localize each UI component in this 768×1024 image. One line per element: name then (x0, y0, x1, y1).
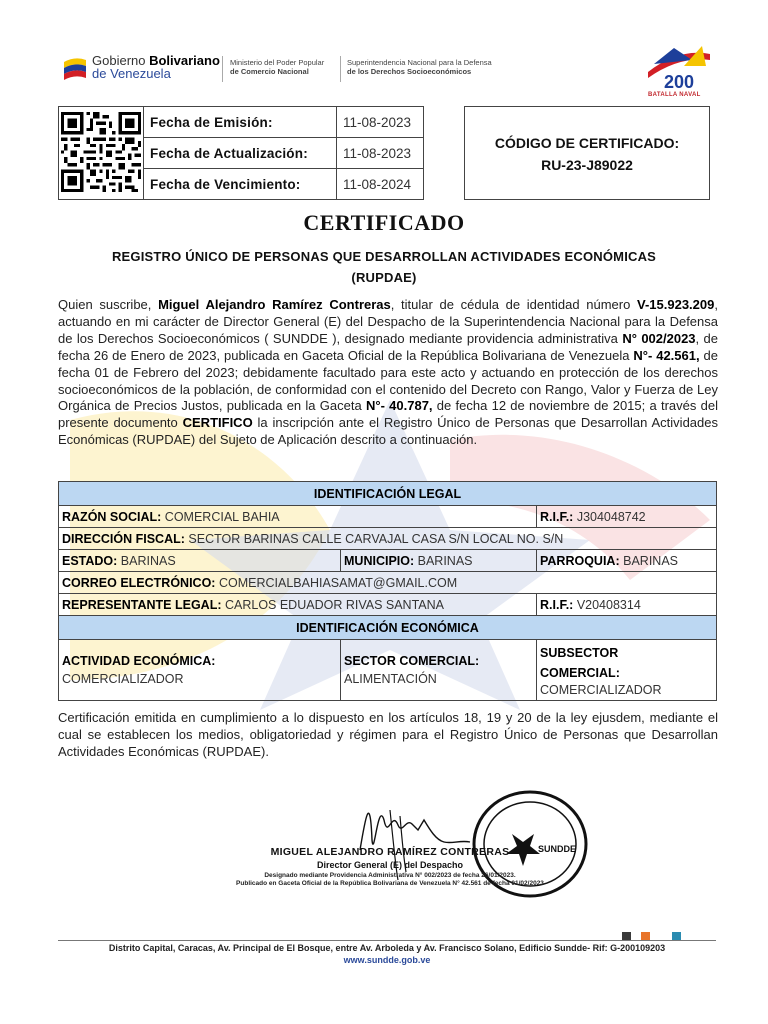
subsector-value: COMERCIALIZADOR (540, 683, 662, 697)
signer-credential-line: Publicado en Gaceta Oficial de la República Bolivariana de Venezuela N° 42.561 de fecha 01/02/2023 (236, 880, 544, 887)
certificate-code-value: RU-23-J89022 (541, 157, 633, 173)
gov-line2: de Venezuela (92, 66, 171, 81)
super-line2: de los Derechos Socioeconómicos (347, 67, 472, 76)
state-cell (59, 550, 341, 572)
activity-cell (59, 640, 341, 701)
email-value: COMERCIALBAHIASAMAT@GMAIL.COM (215, 575, 458, 590)
ministry-line1: Ministerio del Poder Popular (230, 58, 325, 67)
superintendency-text (347, 58, 492, 76)
municipality-cell (341, 550, 537, 572)
rep-rif-cell (537, 594, 717, 616)
email-cell (59, 572, 717, 594)
certificate-code-box (464, 106, 710, 200)
update-date-label: Fecha de Actualización: (144, 138, 337, 169)
header-divider (340, 56, 341, 82)
expiry-date-value: 11-08-2024 (337, 169, 424, 200)
seal-text: SUNDDE (538, 844, 577, 854)
signer-name-inline: Miguel Alejandro Ramírez Contreras (158, 297, 391, 312)
body-text: , titular de cédula de identidad número (390, 297, 637, 312)
footer-website-link[interactable]: www.sundde.gob.ve (343, 955, 431, 965)
id-number: V-15.923.209 (637, 297, 715, 312)
business-name-cell (59, 506, 537, 528)
legal-rep-value: CARLOS EDUADOR RIVAS SANTANA (221, 597, 444, 612)
gov-line1-bold: Bolivariano (149, 53, 220, 68)
parish-value: BARINAS (619, 553, 678, 568)
qr-code-cell (59, 107, 144, 200)
emission-date-label: Fecha de Emisión: (144, 107, 337, 138)
bicentenary-badge-logo (644, 44, 714, 92)
parish-cell (537, 550, 717, 572)
ministry-text (230, 58, 324, 76)
emission-date-value: 11-08-2023 (337, 107, 424, 138)
certificate-code-label: CÓDIGO DE CERTIFICADO: (494, 135, 680, 151)
signer-credentials (180, 872, 600, 888)
rif-cell (537, 506, 717, 528)
body-text: , de fecha 26 de Enero de 2023, publicada en Gaceta Oficial de la República Bolivariana de Venezuela (58, 330, 719, 363)
body-text: de fecha 12 de noviembre de 2015; a través del presente documento (58, 398, 719, 431)
business-name-value: COMERCIAL BAHIA (161, 509, 280, 524)
parish-label: PARROQUIA: (540, 553, 620, 568)
municipality-value: BARINAS (414, 553, 473, 568)
signer-credential-line: Designado mediante Providencia Administrativa N° 002/2023 de fecha 26/01/2023. (264, 872, 516, 879)
signer-name: MIGUEL ALEJANDRO RAMÍREZ CONTRERAS (270, 846, 510, 858)
subsector-label: SUBSECTOR COMERCIAL: (540, 646, 620, 680)
legal-rep-cell (59, 594, 537, 616)
activity-value: COMERCIALIZADOR (62, 672, 184, 686)
providencia-number: N° 002/2023 (622, 330, 696, 346)
legal-id-header: IDENTIFICACIÓN LEGAL (59, 482, 717, 506)
body-text: , actuando en mi carácter de Director General (E) del Despacho de la Superintendencia Nacional para la Defensa de los Derechos Socioeconómicos ( SUNDDE ), designado mediante providencia administrativa (58, 297, 718, 346)
dates-table (58, 106, 424, 200)
activity-label: ACTIVIDAD ECONÓMICA: (62, 654, 216, 668)
body-text: Quien suscribe, (58, 297, 159, 312)
fiscal-address-value: SECTOR BARINAS CALLE CARVAJAL CASA S/N LOCAL NO. S/N (184, 531, 564, 546)
gov-line1: Gobierno (92, 53, 150, 68)
venezuela-flag-icon (62, 54, 88, 80)
legal-rep-label: REPRESENTANTE LEGAL: (62, 597, 222, 612)
footer-divider (58, 940, 716, 941)
certification-paragraph (58, 297, 718, 449)
subsector-cell (537, 640, 717, 701)
header-divider (222, 56, 223, 82)
expiry-date-label: Fecha de Vencimiento: (144, 169, 337, 200)
document-subtitle: REGISTRO ÚNICO DE PERSONAS QUE DESARROLLAN ACTIVIDADES ECONÓMICAS (RUPDAE) (111, 249, 657, 285)
badge-number: 200 (663, 72, 695, 92)
rep-rif-value: V20408314 (573, 597, 641, 612)
signer-role: Director General (E) del Despacho (316, 860, 464, 870)
business-name-label: RAZÓN SOCIAL: (62, 509, 162, 524)
sector-label: SECTOR COMERCIAL: (344, 654, 480, 668)
update-date-value: 11-08-2023 (337, 138, 424, 169)
identification-table (58, 481, 717, 701)
sector-cell (341, 640, 537, 701)
badge-subtitle: BATALLA NAVAL (648, 92, 701, 98)
rep-rif-label: R.I.F.: (540, 597, 574, 612)
certifico-word: CERTIFICO (182, 415, 253, 431)
document-title: CERTIFICADO (303, 210, 465, 235)
municipality-label: MUNICIPIO: (344, 553, 415, 568)
body-text: la inscripción ante el Registro Único de Personas que Desarrollan Actividades Económicas (RUPDAE) del Sujeto de Aplicación descrito a continuación. (58, 415, 718, 448)
fiscal-address-cell (59, 528, 717, 550)
sector-value: ALIMENTACIÓN (344, 672, 437, 686)
closing-paragraph: Certificación emitida en cumplimiento a lo dispuesto en los artículos 18, 19 y 20 de la ley ejusdem, mediante el cual se establecen los medios, obligatoriedad y régimen para el Registro Único de Personas que Desarrollan Actividades Económicas (RUPDAE). (58, 710, 718, 759)
qr-code-icon (61, 112, 141, 192)
state-label: ESTADO: (62, 553, 118, 568)
body-text: de fecha 01 de Febrero del 2023; debidamente facultado para este acto y actuando en protección de los derechos socioeconómicos de la población, de conformidad con el contenido del Decreto con Rango, Valor y Fuerza de Ley Orgánica de Precios Justos, publicada en la Gaceta (58, 347, 719, 414)
email-label: CORREO ELECTRÓNICO: (62, 575, 216, 590)
ministry-line2: de Comercio Nacional (230, 67, 309, 76)
rif-label: R.I.F.: (540, 509, 574, 524)
super-line1: Superintendencia Nacional para la Defensa (347, 58, 492, 67)
gaceta-number-2: N°- 40.787, (365, 398, 433, 414)
gaceta-number-1: N°- 42.561, (633, 347, 700, 363)
state-value: BARINAS (117, 553, 176, 568)
government-logo-text (92, 54, 220, 80)
rif-value: J304048742 (573, 509, 646, 524)
footer-address: Distrito Capital, Caracas, Av. Principal de El Bosque, entre Av. Arboleda y Av. Francisco Solano, Edificio Sundde- Rif: G-200109203 (108, 943, 666, 953)
economic-id-header: IDENTIFICACIÓN ECONÓMICA (59, 616, 717, 640)
fiscal-address-label: DIRECCIÓN FISCAL: (62, 531, 185, 546)
